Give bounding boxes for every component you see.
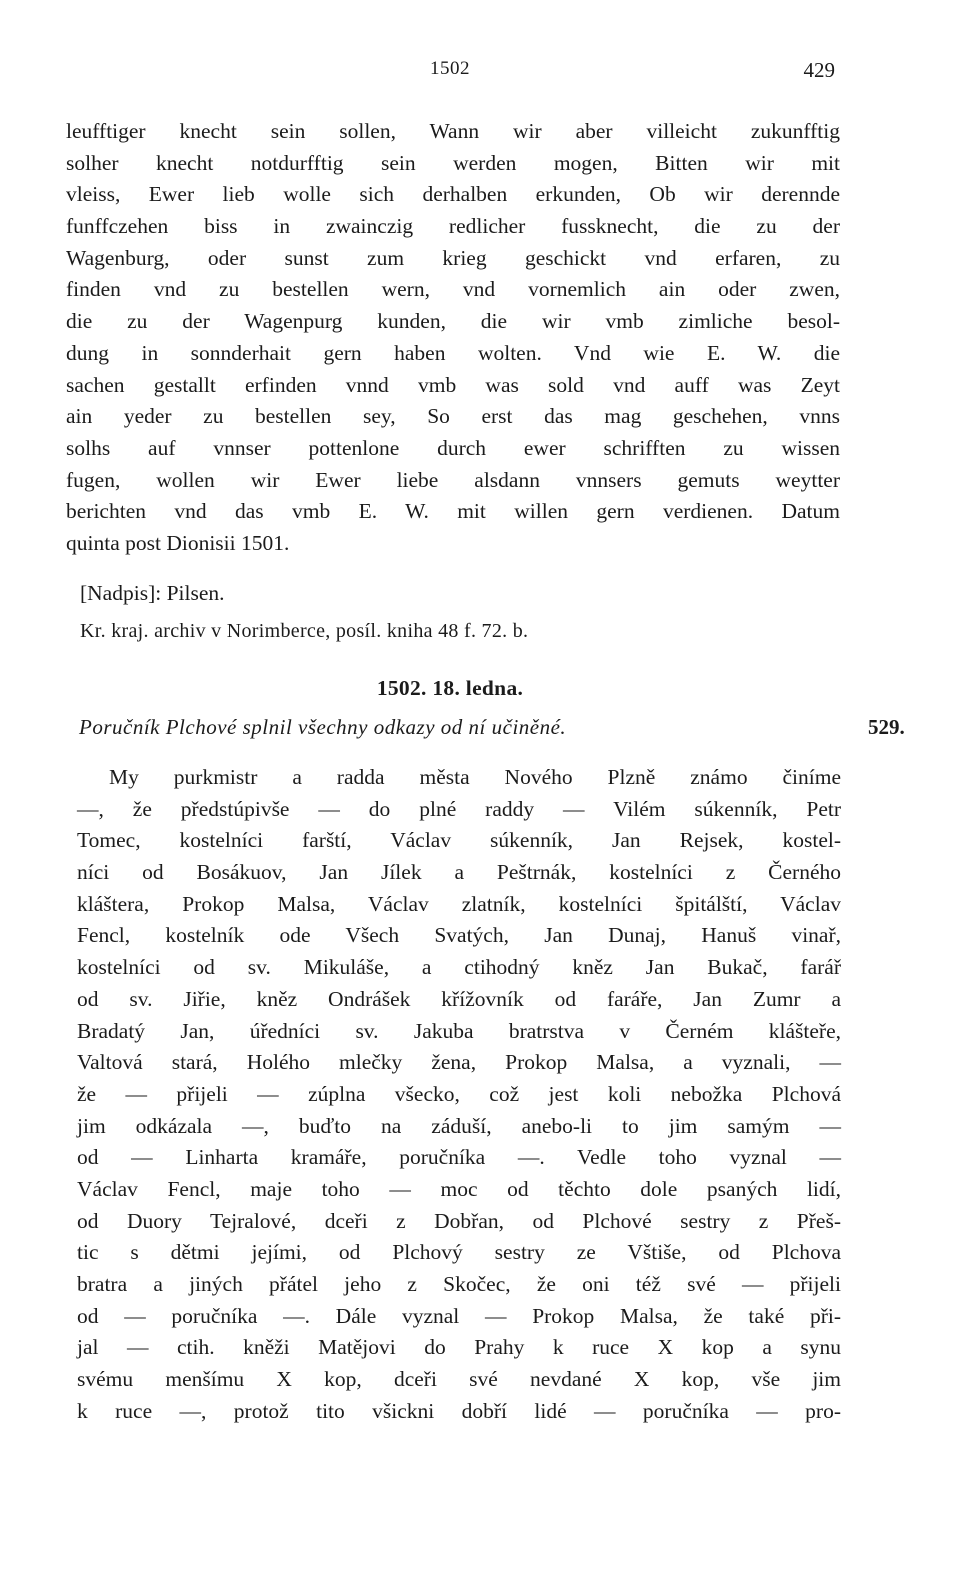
text-line: bratra a jiných přátel jeho z Skočec, že oni též své — přijeli <box>77 1272 841 1296</box>
text-line: solhs auf vnnser pottenlone durch ewer schrifften zu wissen <box>66 435 840 460</box>
document-date-heading: 1502. 18. ledna. <box>376 676 524 700</box>
running-header-year: 1502 <box>430 58 470 79</box>
page-number: 429 <box>803 58 835 82</box>
text-line: fugen, wollen wir Ewer liebe alsdann vnnsers gemuts weytter <box>66 467 840 492</box>
text-line: quinta post Dionisii 1501. <box>66 530 290 555</box>
text-line: funffczehen biss in zwainczig redlicher fussknecht, die zu der <box>66 214 840 239</box>
source-citation: Kr. kraj. archiv v Norimberce, posíl. kniha 48 f. 72. b. <box>80 620 529 642</box>
address-note: [Nadpis]: Pilsen. <box>80 581 225 605</box>
text-line: Bradatý Jan, úředníci sv. Jakuba bratrstva v Černém klášteře, <box>77 1018 841 1043</box>
document-number: 529. <box>868 715 905 739</box>
document-summary: Poručník Plchové splnil všechny odkazy od ní učiněné. <box>79 715 567 739</box>
text-line: leufftiger knecht sein sollen, Wann wir aber villeicht zukunfftig <box>66 119 840 143</box>
document-body <box>77 762 841 1427</box>
text-line: kláštera, Prokop Malsa, Václav zlatník, kostelníci špitálští, Václav <box>77 891 841 916</box>
text-line: níci od Bosákuov, Jan Jílek a Peštrnák, kostelníci z Černého <box>77 860 841 885</box>
text-line: Valtová stará, Holého mlečky žena, Prokop Malsa, a vyznali, — <box>77 1050 841 1075</box>
text-line: Tomec, kostelníci farští, Václav súkenník, Jan Rejsek, kostel- <box>77 828 841 853</box>
text-line: jal — ctih. kněži Matějovi do Prahy k ruce X kop a synu <box>77 1335 841 1360</box>
text-line: die zu der Wagenpurg kunden, die wir vmb zimliche besol- <box>66 309 840 334</box>
text-line: od Duory Tejralové, dceři z Dobřan, od Plchové sestry z Přeš- <box>77 1208 841 1233</box>
text-line: vleiss, Ewer lieb wolle sich derhalben erkunden, Ob wir derennde <box>66 182 840 207</box>
text-line: dung in sonnderhait gern haben wolten. Vnd wie E. W. die <box>66 340 840 365</box>
text-line: Fencl, kostelník ode Všech Svatých, Jan Dunaj, Hanuš vinař, <box>77 923 841 948</box>
text-line: finden vnd zu bestellen wern, vnd vornemlich ain oder zwen, <box>66 277 840 302</box>
letter-text <box>66 116 840 560</box>
text-line: k ruce —, protož tito všickni dobří lidé — poručníka — pro- <box>77 1398 841 1423</box>
text-line: tic s dětmi jejími, od Plchový sestry ze Vštiše, od Plchova <box>77 1240 841 1265</box>
text-line: —, že předstúpivše — do plné raddy — Vilém súkenník, Petr <box>77 796 841 821</box>
text-line: ain yeder zu bestellen sey, So erst das mag geschehen, vnns <box>66 404 840 429</box>
text-line: berichten vnd das vmb E. W. mit willen gern verdienen. Datum <box>66 499 840 524</box>
text-line: solher knecht notdurfftig sein werden mogen, Bitten wir mit <box>66 150 840 175</box>
text-line: že — přijeli — zúplna všecko, což jest koli nebožka Plchová <box>77 1081 841 1106</box>
text-line: od — Linharta kramáře, poručníka —. Vedle toho vyznal — <box>77 1145 841 1170</box>
text-line: Václav Fencl, maje toho — moc od těchto dole psaných lidí, <box>77 1176 841 1201</box>
text-line: Wagenburg, oder sunst zum krieg geschickt vnd erfaren, zu <box>66 245 840 270</box>
text-line: od — poručníka —. Dále vyznal — Prokop Malsa, že také při- <box>77 1303 841 1328</box>
text-line: jim odkázala —, buďto na záduší, anebo-li to jim samým — <box>77 1113 841 1138</box>
text-line: svému menšímu X kop, dceři své nevdané X kop, vše jim <box>77 1367 841 1392</box>
text-line: My purkmistr a radda města Nového Plzně známo činíme <box>109 765 841 789</box>
text-line: od sv. Jiřie, kněz Ondrášek křížovník od faráře, Jan Zumr a <box>77 986 841 1011</box>
text-line: sachen gestallt erfinden vnnd vmb was sold vnd auff was Zeyt <box>66 372 840 397</box>
text-line: kostelníci od sv. Mikuláše, a ctihodný kněz Jan Bukač, farář <box>77 955 841 980</box>
